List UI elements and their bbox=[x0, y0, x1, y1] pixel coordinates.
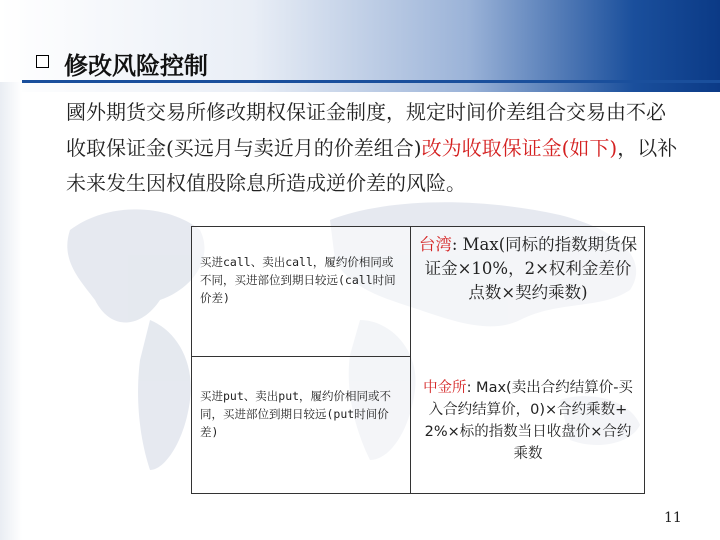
title-divider bbox=[22, 80, 720, 83]
table-cell-call-spread: 买进call、卖出call，履约价相同或不同，买进部位到期日较远(call时间价差) bbox=[200, 255, 396, 305]
table-cell-taiwan-rule bbox=[418, 233, 638, 305]
page-number: 11 bbox=[664, 510, 682, 526]
taiwan-formula: : Max(同标的指数期货保证金×10%，2×权利金差价点数×契约乘数) bbox=[424, 235, 638, 302]
body-text-part1: 國外期货交易所修改期权保证金制度，规定时间价差组合交易由不必收取保证金(买远月与卖近月的价差组合) bbox=[66, 100, 666, 160]
slide-title: 修改风险控制 bbox=[64, 52, 208, 80]
cffex-label: 中金所 bbox=[423, 380, 467, 396]
body-paragraph bbox=[66, 95, 678, 202]
body-text-part3: ，以补未来发生因权值股除息所造成逆价差的风险。 bbox=[66, 135, 678, 195]
table-vertical-divider bbox=[410, 227, 411, 493]
margin-comparison-table bbox=[191, 226, 645, 494]
taiwan-label: 台湾 bbox=[418, 235, 452, 254]
body-text-highlight: 改为收取保证金(如下) bbox=[421, 135, 618, 160]
square-bullet-icon bbox=[36, 55, 49, 68]
table-cell-cffex-rule bbox=[418, 377, 638, 465]
table-horizontal-divider bbox=[192, 356, 410, 357]
cffex-formula: : Max(卖出合约结算价-买入合约结算价，0)×合约乘数+ 2%×标的指数当日收盘价×合约乘数 bbox=[424, 380, 633, 462]
table-cell-put-spread: 买进put、卖出put，履约价相同或不同，买进部位到期日较远(put时间价差) bbox=[200, 389, 392, 439]
left-accent-strip bbox=[0, 82, 22, 540]
